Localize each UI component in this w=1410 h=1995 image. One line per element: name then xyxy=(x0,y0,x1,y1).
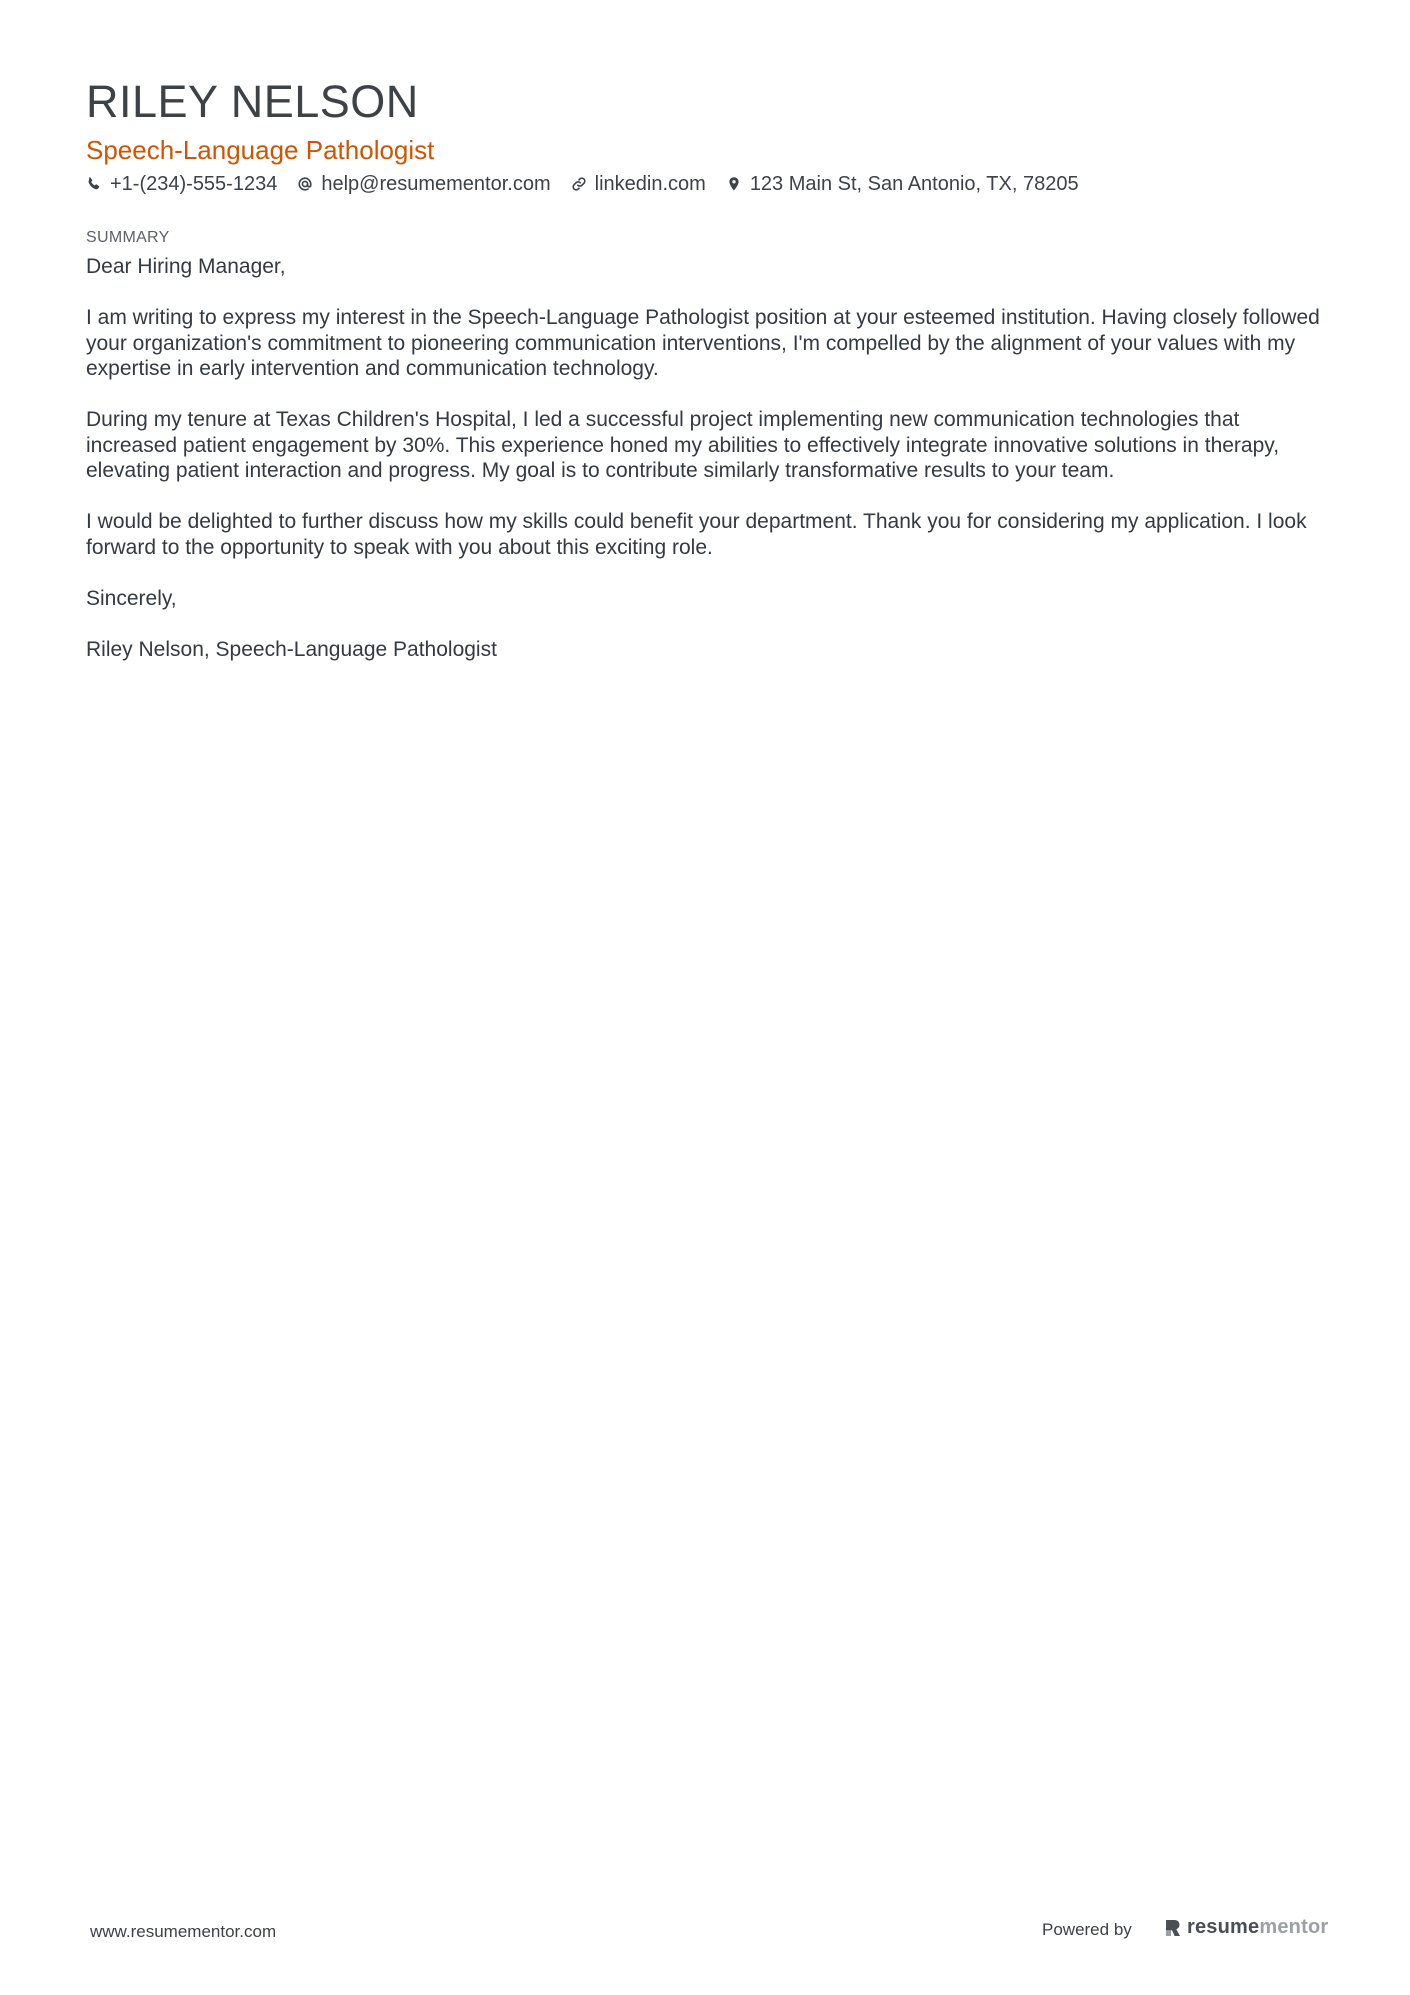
brand-name-bold: resume xyxy=(1187,1916,1260,1938)
letter-paragraph: I am writing to express my interest in the Speech-Language Pathologist position at your esteemed institution. Having closely followed your organization's commitment to pioneering communication interventions, I'm compelled by the alignment of your values with my expertise in early intervention and communication technology. xyxy=(86,306,1320,380)
email-text: help@resumementor.com xyxy=(321,173,551,195)
candidate-name: RILEY NELSON xyxy=(86,76,419,127)
resume-page xyxy=(86,74,1331,688)
letter-paragraph: I would be delighted to further discuss how my skills could benefit your department. Thank you for considering my application. I look forward to the opportunity to speak with you about this exciting role. xyxy=(86,510,1307,559)
job-title: Speech-Language Pathologist xyxy=(86,135,435,165)
contact-row xyxy=(86,170,1331,198)
at-icon xyxy=(297,176,313,192)
letter-signature: Riley Nelson, Speech-Language Pathologist xyxy=(86,637,497,661)
summary-heading: SUMMARY xyxy=(86,229,170,246)
contact-address xyxy=(726,170,1079,198)
powered-by-label: Powered by xyxy=(1042,1920,1132,1939)
cover-letter-body xyxy=(86,254,1331,662)
letter-closing: Sincerely, xyxy=(86,586,177,610)
phone-text: +1-(234)-555-1234 xyxy=(110,173,278,195)
linkedin-text: linkedin.com xyxy=(594,173,706,195)
map-pin-icon xyxy=(726,176,742,192)
brand-name-light: mentor xyxy=(1259,1916,1329,1938)
phone-icon xyxy=(86,176,102,192)
contact-phone xyxy=(86,170,277,198)
contact-email xyxy=(297,170,550,198)
address-text: 123 Main St, San Antonio, TX, 78205 xyxy=(749,173,1079,195)
page-footer xyxy=(0,1912,1410,1952)
resumementor-logo-icon xyxy=(1164,1917,1182,1939)
link-icon xyxy=(571,176,587,192)
contact-linkedin xyxy=(571,170,706,198)
letter-greeting: Dear Hiring Manager, xyxy=(86,255,286,278)
letter-paragraph: During my tenure at Texas Children's Hospital, I led a successful project implementing new communication technologies that increased patient engagement by 30%. This experience honed my abilities to effectively integrate innovative solutions in therapy, elevating patient interaction and progress. My goal is to contribute similarly transformative results to your team. xyxy=(86,408,1280,482)
footer-website-link[interactable]: www.resumementor.com xyxy=(90,1922,277,1941)
brand-logo[interactable] xyxy=(1164,1916,1328,1939)
